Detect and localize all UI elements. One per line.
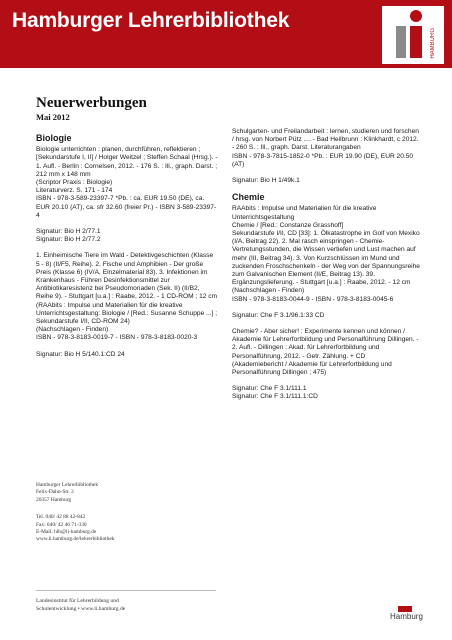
- signature-entry: Signatur: Bio H 2/77.1 Signatur: Bio H 2/77.2: [36, 228, 101, 244]
- address-city: 20357 Hamburg: [36, 496, 72, 503]
- address-name: Hamburger Lehrerbibliothek: [36, 482, 99, 488]
- catalog-entry: Biologie unterrichten : planen, durchführen, reflektieren ; [Sekundarstufe I, II] / Holger Weitzel ; Steffen Schaal (Hrsg.). - 1. Aufl. - Berlin : Cornelsen, 2012. - 176 S. : Ill., graph. Darst. ; 212 mm x 148 mm (Scriptor Praxis : Biologie) Literaturverz. S. 171 - 174 ISBN - 978-3-589-23397-7 *Pb. : ca. EUR 19.50 (DE), ca. EUR 20.10 (AT), ca. sfr 32.60 (freier Pr.) - ISBN 3-589-23397-4: [36, 146, 218, 219]
- catalog-entry: 1. Einheimische Tiere im Wald - Detektivgeschichten (Klasse 5 - 8) (II/F5, Reihe). 2. Fische und Amphibien - Der große Preis (Klasse 6) (IV/A, Einzelmaterial 83). 3. Infektionen im Krankenhaus - Führen Desinfektionsmittel zur Antibiotikaresistenz bei Pseudomonaden (Sek. II) (II/B2, Reihe 9). - Stuttgart [u.a.] : Raabe, 2012. - 1 CD-ROM ; 12 cm (RAAbits : Impulse und Materialien für die kreative Unterrichtsgestaltung: Biologie / [Red.: Susanne Schuppe ...] ; Sekundarstufe I/II, CD-ROM 24) (Nachschlagen - Finden) ISBN - 978-3-8183-0019-7 - ISBN - 978-3-8183-0020-3: [36, 252, 218, 342]
- left-column: [36, 128, 218, 367]
- address-tel: Tel. 040/ 42 88 42-842: [36, 514, 86, 521]
- signature-entry: Signatur: Che F 3.1/96.1:33 CD: [232, 311, 325, 319]
- hamburg-logo: Hamburg: [390, 612, 423, 621]
- header-banner: [0, 0, 452, 68]
- catalog-entry: Chemie? - Aber sicher! : Experimente kennen und können / Akademie für Lehrerfortbildung und Personalführung Dillingen. - 2. Aufl. - Dillingen : Akad. für Lehrerfortbildung und Personalführung, 2012. - Getr. Zählung. + CD (Akademiebericht / Akademie für Lehrerfortbildung und Personalführung Dillingen ; 475): [232, 328, 419, 377]
- signature-entry: Signatur: Che F 3.1/111.1 Signatur: Che F 3.1/111.1:CD: [232, 385, 318, 401]
- address-block: [36, 482, 216, 544]
- footer-line-1: Landesinstitut für Lehrerbildung und: [36, 598, 119, 604]
- banner-title: Hamburger Lehrerbibliothek: [12, 9, 290, 32]
- address-web[interactable]: www.li.hamburg.de/lehrerbibliothek: [36, 536, 115, 543]
- signature-entry: Signatur: Bio H 1/49k.1: [232, 177, 300, 185]
- footer: [36, 598, 216, 613]
- catalog-entry: Schulgarten- und Freilandarbeit : lernen, studieren und forschen / hrsg. von Norbert Pütz .... - Bad Heilbrunn : Klinkhardt, c 2012. - 260 S. : Ill., graph. Darst. Literaturangaben ISBN - 978-3-7815-1852-0 *Pb. : EUR 19.90 (DE), EUR 20.50 (AT): [232, 128, 419, 168]
- section-title-chemie: Chemie: [232, 192, 265, 203]
- address-street: Felix-Dahn-Str. 3: [36, 489, 74, 496]
- logo-text: HAMBURG: [430, 28, 436, 59]
- footer-line-2: Schulentwicklung • www.li.hamburg.de: [36, 605, 126, 612]
- footer-divider: [36, 590, 216, 591]
- page-title: Neuerwerbungen: [36, 95, 147, 111]
- signature-entry: Signatur: Bio H 5/140.1:CD 24: [36, 350, 125, 358]
- issue-date: Mai 2012: [36, 112, 70, 122]
- section-title-biologie: Biologie: [36, 133, 72, 143]
- address-fax: Fax: 040/ 42 46 71-330: [36, 521, 87, 528]
- right-column: [232, 128, 422, 410]
- catalog-entry: RAAbits : Impulse und Materialien für die kreative Unterrichtsgestaltung Chemie / [Red.: Constanze Grasshoff] Sekundarstufe I/II, CD [33]: 1. Ölkatastrophe im Golf von Mexiko (I/A, Beitrag 22). 2. Mal rasch einspringen - Chemie-Vertretungsstunden, die Wissen vertiefen und Lust machen auf mehr (III, Beitrag 34). 3. Von Kurzschlüssen im Mund und zuckenden Froschschenkeln - der Weg von der Spannungsreihe zum Galvanischen Element (II/E, Beitrag 13). 39. Ergänzungslieferung. - Stuttgart [u.a.] : Raabe, 2012. - 12 cm (Nachschlagen - Finden) ISBN - 978-3-8183-0044-9 - ISBN - 978-3-8183-0045-6: [232, 205, 420, 303]
- address-email[interactable]: E-Mail: hlb@li-hamburg.de: [36, 529, 97, 536]
